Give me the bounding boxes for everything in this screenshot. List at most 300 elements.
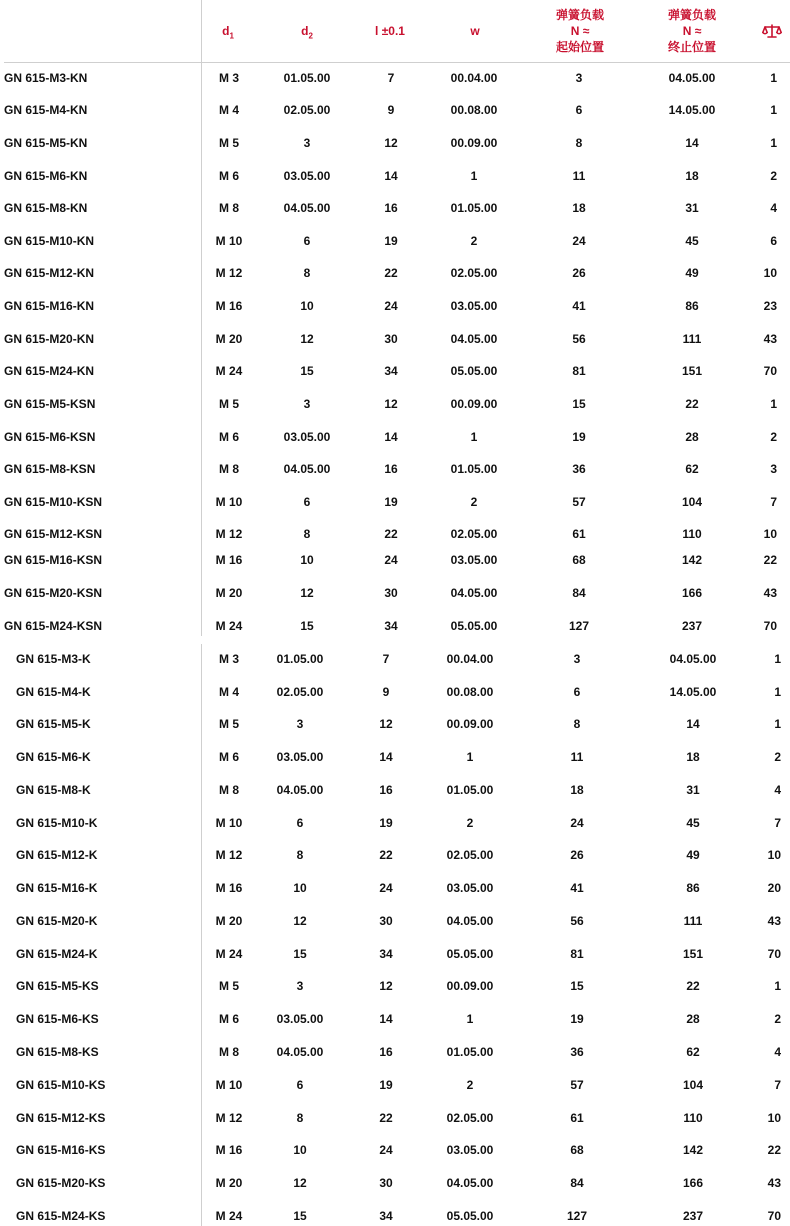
d2-value: 04.05.00: [276, 783, 324, 797]
start-load-value: 68: [570, 1143, 584, 1157]
end-load-value: 28: [686, 1012, 700, 1026]
d1-value: M 20: [215, 332, 243, 346]
weight-value: 4: [774, 783, 781, 797]
end-load-value: 04.05.00: [669, 652, 717, 666]
length-value: 16: [384, 201, 398, 215]
part-number: GN 615-M20-KN: [4, 332, 95, 346]
end-load-value: 104: [682, 1078, 704, 1092]
d2-value: 10: [293, 881, 307, 895]
d1-value: M 8: [218, 201, 240, 215]
length-value: 24: [384, 299, 398, 313]
d2-value: 04.05.00: [283, 201, 331, 215]
table-row: [0, 166, 790, 186]
length-value: 24: [379, 881, 393, 895]
d1-value: M 20: [215, 586, 243, 600]
weight-value: 70: [767, 947, 781, 961]
end-load-value: 62: [685, 462, 699, 476]
d1-value: M 6: [218, 430, 240, 444]
w-value: 2: [466, 816, 474, 830]
end-load-value: 237: [682, 1209, 704, 1223]
end-load-value: 151: [681, 364, 703, 378]
end-load-value: 166: [682, 1176, 704, 1190]
d1-value: M 5: [218, 979, 240, 993]
start-load-value: 84: [572, 586, 586, 600]
start-load-value: 84: [570, 1176, 584, 1190]
start-load-value: 19: [572, 430, 586, 444]
w-value: 1: [466, 1012, 474, 1026]
part-number: GN 615-M16-KSN: [4, 553, 103, 567]
w-value: 2: [470, 234, 478, 248]
length-value: 22: [384, 266, 398, 280]
d2-value: 3: [303, 136, 311, 150]
d1-value: M 12: [215, 527, 243, 541]
end-load-value: 110: [683, 1111, 703, 1125]
d1-value: M 3: [218, 71, 240, 85]
end-load-value: 18: [686, 750, 700, 764]
part-number: GN 615-M12-KSN: [4, 527, 103, 541]
scale-icon: [762, 23, 782, 39]
d1-value: M 6: [218, 1012, 240, 1026]
table-row: [0, 911, 790, 931]
d1-value: M 8: [218, 462, 240, 476]
w-value: 02.05.00: [450, 266, 498, 280]
d2-value: 12: [293, 1176, 307, 1190]
table-row: [0, 361, 790, 381]
weight-value: 43: [763, 586, 777, 600]
d1-value: M 8: [218, 1045, 240, 1059]
table-row: [0, 1206, 790, 1226]
part-number: GN 615-M6-KS: [16, 1012, 99, 1026]
length-value: 19: [379, 1078, 393, 1092]
part-number: GN 615-M4-K: [16, 685, 91, 699]
start-load-value: 3: [575, 71, 583, 85]
start-load-value: 26: [572, 266, 586, 280]
w-value: 04.05.00: [450, 332, 498, 346]
length-value: 16: [379, 783, 393, 797]
start-load-value: 18: [572, 201, 586, 215]
table-row: [0, 813, 790, 833]
part-number: GN 615-M24-K: [16, 947, 98, 961]
w-value: 04.05.00: [450, 586, 498, 600]
length-value: 30: [379, 914, 393, 928]
d2-value: 01.05.00: [276, 652, 324, 666]
d1-value: M 24: [215, 947, 243, 961]
header-weight: [758, 0, 786, 62]
table-row: [0, 231, 790, 251]
table-row: [0, 1108, 790, 1128]
d2-value: 15: [300, 619, 314, 633]
w-value: 04.05.00: [446, 914, 494, 928]
d2-value: 10: [293, 1143, 307, 1157]
weight-value: 10: [763, 527, 777, 541]
length-value: 9: [382, 685, 390, 699]
part-number: GN 615-M6-K: [16, 750, 91, 764]
weight-value: 2: [774, 750, 781, 764]
weight-value: 7: [774, 816, 781, 830]
start-load-value: 24: [570, 816, 584, 830]
table-row: [0, 1042, 790, 1062]
length-value: 14: [379, 750, 393, 764]
part-number: GN 615-M10-KS: [16, 1078, 106, 1092]
part-number: GN 615-M16-KN: [4, 299, 95, 313]
start-load-value: 8: [575, 136, 583, 150]
w-value: 00.08.00: [446, 685, 494, 699]
part-number: GN 615-M16-K: [16, 881, 98, 895]
end-load-value: 142: [681, 553, 703, 567]
part-number: GN 615-M12-K: [16, 848, 98, 862]
length-value: 19: [384, 234, 398, 248]
table-row: [0, 616, 790, 636]
d2-value: 03.05.00: [283, 169, 331, 183]
part-number: GN 615-M10-KSN: [4, 495, 103, 509]
start-load-value: 127: [568, 619, 590, 633]
table-row: [0, 68, 790, 88]
start-load-value: 41: [572, 299, 586, 313]
start-load-value: 6: [575, 103, 583, 117]
table-row: [0, 682, 790, 702]
w-value: 02.05.00: [450, 527, 498, 541]
length-value: 34: [384, 619, 398, 633]
w-value: 00.09.00: [450, 136, 498, 150]
start-load-value: 6: [573, 685, 581, 699]
w-value: 05.05.00: [450, 364, 498, 378]
d1-value: M 3: [218, 652, 240, 666]
weight-value: 1: [770, 71, 777, 85]
w-value: 00.09.00: [446, 717, 494, 731]
d2-value: 15: [293, 1209, 307, 1223]
end-load-value: 111: [682, 332, 702, 346]
part-number: GN 615-M6-KN: [4, 169, 88, 183]
w-value: 01.05.00: [450, 201, 498, 215]
weight-value: 1: [774, 717, 781, 731]
table-row: [0, 845, 790, 865]
d1-value: M 8: [218, 783, 240, 797]
d2-value: 01.05.00: [283, 71, 331, 85]
part-number: GN 615-M24-KSN: [4, 619, 103, 633]
start-load-value: 11: [570, 750, 584, 764]
part-number: GN 615-M4-KN: [4, 103, 88, 117]
end-load-value: 237: [681, 619, 703, 633]
d1-value: M 10: [215, 816, 243, 830]
w-value: 01.05.00: [446, 1045, 494, 1059]
length-value: 22: [379, 848, 393, 862]
end-load-value: 14: [685, 136, 699, 150]
table-row: [0, 1009, 790, 1029]
table-row: [0, 459, 790, 479]
start-load-value: 56: [572, 332, 586, 346]
length-value: 34: [379, 1209, 393, 1223]
d1-value: M 24: [215, 364, 243, 378]
start-load-value: 15: [570, 979, 584, 993]
part-number: GN 615-M6-KSN: [4, 430, 96, 444]
end-load-value: 28: [685, 430, 699, 444]
end-load-value: 14: [686, 717, 700, 731]
weight-value: 6: [770, 234, 777, 248]
length-value: 7: [382, 652, 390, 666]
part-number: GN 615-M12-KN: [4, 266, 95, 280]
w-value: 05.05.00: [446, 1209, 494, 1223]
start-load-value: 81: [570, 947, 584, 961]
weight-value: 7: [774, 1078, 781, 1092]
weight-value: 3: [770, 462, 777, 476]
end-load-value: 49: [685, 266, 699, 280]
length-value: 14: [379, 1012, 393, 1026]
length-value: 34: [384, 364, 398, 378]
start-load-value: 36: [572, 462, 586, 476]
part-number: GN 615-M24-KN: [4, 364, 95, 378]
d2-value: 3: [303, 397, 311, 411]
table-row: [0, 1140, 790, 1160]
d1-value: M 6: [218, 750, 240, 764]
d2-value: 02.05.00: [276, 685, 324, 699]
table-row: [0, 100, 790, 120]
end-load-value: 45: [685, 234, 699, 248]
table-row: [0, 649, 790, 669]
start-load-value: 15: [572, 397, 586, 411]
start-load-value: 26: [570, 848, 584, 862]
start-load-value: 61: [570, 1111, 584, 1125]
start-load-value: 36: [570, 1045, 584, 1059]
weight-value: 20: [767, 881, 781, 895]
d1-value: M 6: [218, 169, 240, 183]
length-value: 16: [384, 462, 398, 476]
part-number: GN 615-M8-KS: [16, 1045, 99, 1059]
part-number: GN 615-M20-KS: [16, 1176, 106, 1190]
w-value: 1: [470, 169, 478, 183]
length-value: 12: [379, 717, 393, 731]
end-load-value: 142: [682, 1143, 704, 1157]
d2-value: 6: [303, 234, 311, 248]
d2-value: 10: [300, 553, 314, 567]
start-load-value: 11: [572, 169, 586, 183]
start-load-value: 18: [570, 783, 584, 797]
length-value: 19: [379, 816, 393, 830]
d2-value: 8: [296, 848, 304, 862]
length-value: 30: [379, 1176, 393, 1190]
table-row: [0, 878, 790, 898]
d2-value: 3: [296, 717, 304, 731]
length-value: 12: [379, 979, 393, 993]
d2-value: 02.05.00: [283, 103, 331, 117]
table-row: [0, 1173, 790, 1193]
d2-value: 03.05.00: [276, 1012, 324, 1026]
w-value: 2: [470, 495, 478, 509]
length-value: 7: [387, 71, 395, 85]
start-load-value: 81: [572, 364, 586, 378]
table-row: [0, 944, 790, 964]
part-number: GN 615-M5-KS: [16, 979, 99, 993]
start-load-value: 8: [573, 717, 581, 731]
part-number: GN 615-M24-KS: [16, 1209, 106, 1223]
part-number: GN 615-M3-KN: [4, 71, 88, 85]
end-load-value: 14.05.00: [669, 685, 717, 699]
weight-value: 43: [767, 1176, 781, 1190]
end-load-value: 49: [686, 848, 700, 862]
length-value: 22: [384, 527, 398, 541]
d2-value: 12: [300, 586, 314, 600]
d1-value: M 24: [215, 619, 243, 633]
part-number: GN 615-M10-K: [16, 816, 98, 830]
length-value: 12: [384, 397, 398, 411]
d2-value: 6: [296, 1078, 304, 1092]
length-value: 19: [384, 495, 398, 509]
part-number: GN 615-M3-K: [16, 652, 91, 666]
d1-value: M 16: [215, 881, 243, 895]
table-row: [0, 550, 790, 570]
part-number: GN 615-M20-K: [16, 914, 98, 928]
table-row: [0, 394, 790, 414]
table-row: [0, 780, 790, 800]
end-load-value: 45: [686, 816, 700, 830]
weight-value: 1: [774, 979, 781, 993]
end-load-value: 22: [685, 397, 699, 411]
end-load-value: 166: [681, 586, 703, 600]
start-load-value: 3: [573, 652, 581, 666]
d1-value: M 10: [215, 234, 243, 248]
weight-value: 2: [770, 430, 777, 444]
weight-value: 7: [770, 495, 777, 509]
header-rule: [4, 62, 790, 63]
length-value: 12: [384, 136, 398, 150]
w-value: 04.05.00: [446, 1176, 494, 1190]
weight-value: 1: [770, 397, 777, 411]
w-value: 01.05.00: [450, 462, 498, 476]
end-load-value: 18: [685, 169, 699, 183]
weight-value: 10: [767, 1111, 781, 1125]
part-number: GN 615-M5-KN: [4, 136, 88, 150]
weight-value: 22: [763, 553, 777, 567]
part-number: GN 615-M20-KSN: [4, 586, 103, 600]
header-end-load: 弹簧负载 N ≈ 终止位置: [667, 8, 716, 54]
d2-value: 6: [303, 495, 311, 509]
length-value: 30: [384, 332, 398, 346]
start-load-value: 56: [570, 914, 584, 928]
table-row: [0, 747, 790, 767]
start-load-value: 57: [570, 1078, 584, 1092]
w-value: 2: [466, 1078, 474, 1092]
d2-value: 03.05.00: [283, 430, 331, 444]
length-value: 16: [379, 1045, 393, 1059]
part-number: GN 615-M16-KS: [16, 1143, 106, 1157]
w-value: 1: [470, 430, 478, 444]
w-value: 03.05.00: [446, 1143, 494, 1157]
start-load-value: 41: [570, 881, 584, 895]
end-load-value: 110: [682, 527, 702, 541]
table-row: [0, 427, 790, 447]
header-d2: $d_2$: [301, 24, 313, 41]
table-row: [0, 198, 790, 218]
w-value: 00.09.00: [450, 397, 498, 411]
d2-value: 8: [303, 527, 311, 541]
start-load-value: 127: [566, 1209, 588, 1223]
end-load-value: 31: [685, 201, 699, 215]
weight-value: 43: [763, 332, 777, 346]
weight-value: 1: [770, 103, 777, 117]
d2-value: 8: [296, 1111, 304, 1125]
d1-value: M 4: [218, 103, 240, 117]
end-load-value: 04.05.00: [668, 71, 716, 85]
weight-value: 10: [763, 266, 777, 280]
d1-value: M 12: [215, 1111, 243, 1125]
header-length: l ±0.1: [375, 24, 405, 38]
part-number: GN 615-M5-K: [16, 717, 91, 731]
d1-value: M 5: [218, 136, 240, 150]
d1-value: M 4: [218, 685, 240, 699]
w-value: 00.08.00: [450, 103, 498, 117]
weight-value: 4: [774, 1045, 781, 1059]
table-row: [0, 714, 790, 734]
header-start-load: 弹簧负载 N ≈ 起始位置: [555, 8, 604, 54]
d1-value: M 16: [215, 299, 243, 313]
end-load-value: 151: [682, 947, 704, 961]
column-divider-header: [201, 0, 202, 62]
length-value: 9: [387, 103, 395, 117]
d1-value: M 12: [215, 848, 243, 862]
table-row: [0, 976, 790, 996]
end-load-value: 104: [681, 495, 703, 509]
part-number: GN 615-M8-KN: [4, 201, 88, 215]
length-value: 24: [384, 553, 398, 567]
d1-value: M 20: [215, 1176, 243, 1190]
d2-value: 8: [303, 266, 311, 280]
d2-value: 03.05.00: [276, 750, 324, 764]
part-number: GN 615-M12-KS: [16, 1111, 106, 1125]
weight-value: 1: [774, 652, 781, 666]
weight-value: 70: [767, 1209, 781, 1223]
start-load-value: 57: [572, 495, 586, 509]
d2-value: 12: [293, 914, 307, 928]
table-row: [0, 133, 790, 153]
weight-value: 70: [763, 364, 777, 378]
end-load-value: 86: [686, 881, 700, 895]
length-value: 34: [379, 947, 393, 961]
weight-value: 2: [770, 169, 777, 183]
d1-value: M 12: [215, 266, 243, 280]
w-value: 05.05.00: [446, 947, 494, 961]
w-value: 00.04.00: [446, 652, 494, 666]
start-load-value: 61: [572, 527, 586, 541]
length-value: 30: [384, 586, 398, 600]
d1-value: M 24: [215, 1209, 243, 1223]
length-value: 14: [384, 430, 398, 444]
table-row: [0, 583, 790, 603]
length-value: 22: [379, 1111, 393, 1125]
weight-value: 1: [770, 136, 777, 150]
d2-value: 15: [293, 947, 307, 961]
table-row: [0, 492, 790, 512]
weight-value: 22: [767, 1143, 781, 1157]
d2-value: 15: [300, 364, 314, 378]
end-load-value: 22: [686, 979, 700, 993]
weight-value: 2: [774, 1012, 781, 1026]
w-value: 01.05.00: [446, 783, 494, 797]
table-row: [0, 263, 790, 283]
d1-value: M 5: [218, 397, 240, 411]
d1-value: M 16: [215, 553, 243, 567]
part-number: GN 615-M8-KSN: [4, 462, 96, 476]
weight-value: 43: [767, 914, 781, 928]
d2-value: 12: [300, 332, 314, 346]
table-row: [0, 524, 790, 544]
w-value: 03.05.00: [450, 299, 498, 313]
w-value: 05.05.00: [450, 619, 498, 633]
start-load-value: 24: [572, 234, 586, 248]
weight-value: 23: [763, 299, 777, 313]
table-row: [0, 296, 790, 316]
d2-value: 6: [296, 816, 304, 830]
table-row: [0, 329, 790, 349]
d1-value: M 10: [215, 495, 243, 509]
